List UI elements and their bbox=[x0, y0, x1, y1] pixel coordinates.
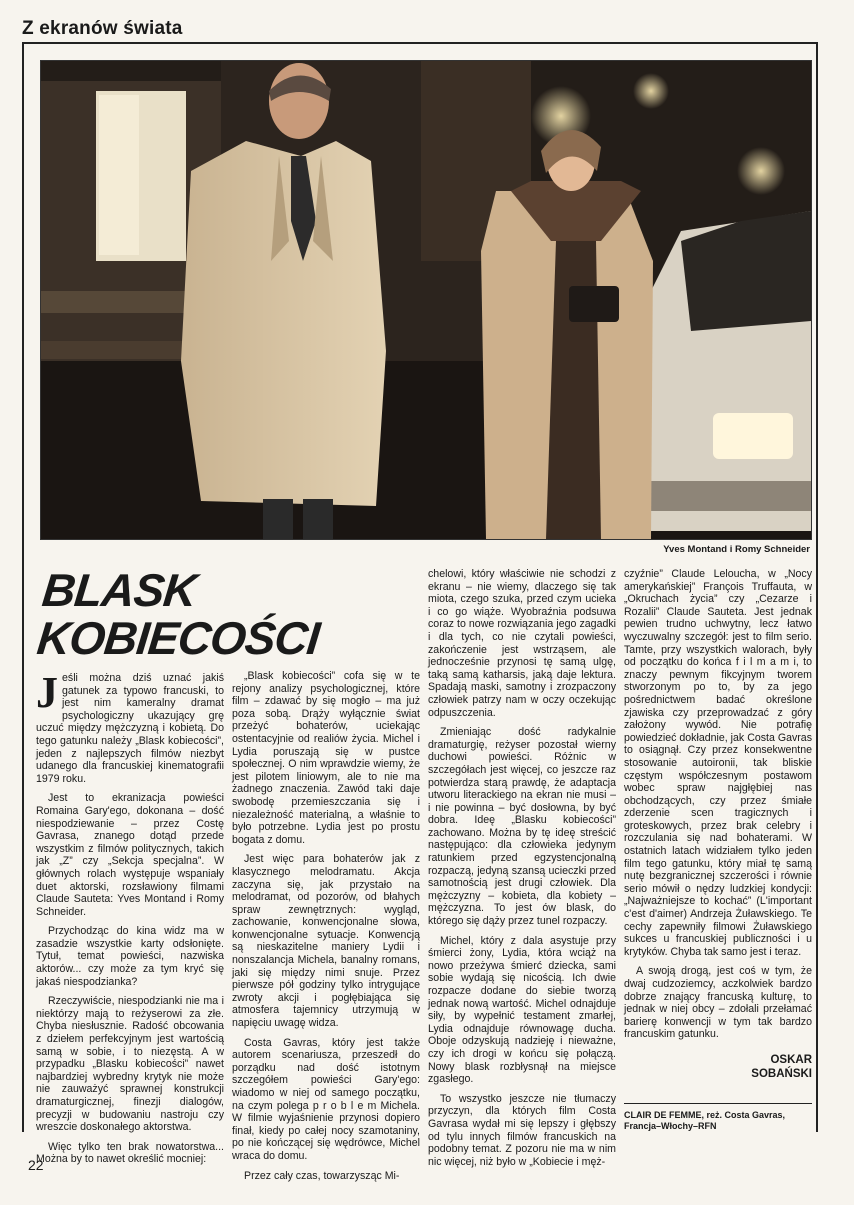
frame-right-rule bbox=[816, 42, 818, 1132]
author-last-name: SOBAŃSKI bbox=[751, 1067, 812, 1080]
article-headline bbox=[34, 564, 322, 664]
film-still-illustration bbox=[41, 61, 811, 539]
paragraph: Jest to ekranizacja powieści Romaina Gary'ego, dokonana – dość niespodziewanie – przez Costę Gavrasa, znanego dotąd przede wszystkim z filmów politycznych, takich jak „Z” czy „Sekcja specjalna”. W głównych rolach występuje wspaniały duet aktorski, rozsławiony filmami Claude Sauteta: Yves Montand i Romy Schneider. bbox=[36, 792, 224, 918]
paragraph: Przez cały czas, towarzysząc Mi- bbox=[244, 1169, 400, 1182]
paragraph: chelowi, który właściwie nie schodzi z ekranu – nie wiemy, dlaczego się tak miota, czego szuka, przed czym ucieka i co go wiąże. Wyobraźnia podsuwa coraz to nowe rozwiązania jego zagadki i dla tych, co nie czytali powieści, zakończenie jest wstrząsem, ale jednocześnie przynosi tę samą ulgę, taką samą katharsis, jaką daje lektura. Spadają maski, samotny i zrozpaczony człowiek patrzy nam w oczy oczekując odpuszczenia. bbox=[428, 568, 616, 719]
article-column-4 bbox=[624, 568, 812, 1133]
paragraph: Zmieniając dość radykalnie dramaturgię, reżyser pozostał wierny duchowi powieści. Różnic w szczegółach jest więcej, co jeszcze raz potwierdza starą prawdę, że adaptacja utworu literackiego na ekran nie musi – i nie powinna – być dosłowna, by być dobra. Ideę „Blasku kobiecości” zachowano. Można by tę ideę streścić następująco: dla człowieka jedynym ratunkiem przed egzystencjonalną rozpaczą, jedyną szansą ucieczki przed samotnością jest drugi człowiek. Dla mężczyzny – kobieta, dla kobiety – mężczyzna. To jest ów blask, do którego się dąży przez tunel rozpaczy. bbox=[428, 726, 616, 928]
header-rule bbox=[22, 42, 818, 44]
section-header: Z ekranów świata bbox=[22, 18, 183, 39]
author-first-name: OSKAR bbox=[770, 1053, 812, 1066]
drop-cap: J bbox=[36, 668, 58, 717]
paragraph bbox=[36, 668, 224, 785]
headline-line-1: BLASK bbox=[39, 564, 199, 616]
paragraph: To wszystko jeszcze nie tłumaczy przyczyn, dla których film Costa Gavrasa wydał mi się lepszy i głębszy od tylu innych filmów francuskich na podobny temat. Z pozoru nie ma w nim nic więcej, niż było w „Kobiecie i męż- bbox=[428, 1092, 616, 1168]
paragraph: Przychodząc do kina widz ma w zasadzie wszystkie karty odsłonięte. Tytuł, temat powieści, nazwiska aktorów... czy może za tym kryć się jakaś niespodzianka? bbox=[36, 925, 224, 988]
credits-rule bbox=[624, 1103, 812, 1104]
page-number: 22 bbox=[28, 1157, 44, 1173]
film-still-photo bbox=[40, 60, 812, 540]
paragraph: czyźnie” Claude Leloucha, w „Nocy amerykańskiej” François Truffauta, w „Okruchach życia” czy „Cezarze i Rozalii” Claude Sauteta. Jest jednak pewien trudno uchwytny, lecz łatwo wyczuwalny szczegół: jest to film serio. Tamte, przy wszystkich walorach, były od początku do końca f i l m a m i, to znaczy pewnym fikcyjnym tworem stworzonym po to, by za jego pośrednictwem badać określone zjawiska czy przeprowadzać z góry założony wywód. Nie potrafię powiedzieć dokładnie, jak Costa Gavras to osiągnął. Czy przez konsekwentne stosowanie autoironii, tak bliskie częstym współczesnym postawom wobec spraw najgłębiej nas obchodzących, czy przez śmiałe zderzenie scen tragicznych i groteskowych, przez brak celebry i rozczulania się nad bohaterami. W ostatnich latach widziałem tylko jeden film tego gatunku, który miał tę samą nutę bezgranicznej szczerości i równie serio mówił o nędzy ludzkiej kondycji: „Najważniejsze to kochać” (L'important c'est d'aimer) Andrzeja Żuławskiego. Te cechy zapewniły filmowi Żuławskiego sukces u francuskiej publiczności i u krytyków. Chyba tak samo jest i teraz. bbox=[624, 568, 812, 958]
frame-left-rule bbox=[22, 42, 24, 1132]
paragraph: Rzeczywiście, niespodzianki nie ma i niektórzy mają to reżyserowi za złe. Chyba niesłusznie. Radość obcowania z dziełem perfekcyjnym jest wartością samą w sobie, i to niezęstą. A w przypadku „Blasku kobiecości” nawet najbardziej wybredny krytyk nie może nie zauważyć sprawnej konstrukcji dramaturgicznej, finezji dialogów, precyzji w budowaniu nastroju czy wreszcie doskonałego aktorstwa. bbox=[36, 995, 224, 1134]
author-byline bbox=[624, 1053, 812, 1081]
paragraph: Costa Gavras, który jest także autorem scenariusza, przeszedł do porządku nad dość istotnym szczegółem powieści Gary'ego: wiadomo w niej od samego początku, na czym polega p r o b l e m Michela. W filmie wyjaśnienie przynosi dopiero finał, kiedy po całej nocy szamotaniny, po nie kończącej się wędrówce, Michel wraca do domu. bbox=[232, 1036, 420, 1162]
photo-caption: Yves Montand i Romy Schneider bbox=[663, 544, 810, 555]
paragraph: Michel, który z dala asystuje przy śmierci żony, Lydia, która wciąż na nowo przeżywa śmierć dziecka, sami sobie wydają się nicością. Ich dwie rozpacze dodane do siebie tworzą jednak nową wartość. Michel odnajduje siły, by wypełnić testament zmarłej, Lydia odnajduje równowagę ducha. Oboje odzyskują nadzieję i nieważne, czy ich drogi w końcu się połączą. Nowy blask rozbłysnął na miejsce zgasłego. bbox=[428, 934, 616, 1086]
paragraph: A swoją drogą, jest coś w tym, że dwaj cudzoziemcy, aczkolwiek bardzo dobrze znający francuską kulturę, to jednak w niej obcy – zdołali przełamać barierę konwencji w tym tak bardzo francuskim gatunku. bbox=[624, 965, 812, 1041]
article-column-2 bbox=[232, 670, 420, 1189]
article-column-1 bbox=[36, 668, 224, 1173]
paragraph-text: eśli można dziś uznać jakiś gatunek za typowo francuski, to jest nim kameralny dramat psychologiczny ukazujący grę uczuć między mężczyzną i kobietą. Do tego gatunku należy „Blask kobiecości”, jeden z najlepszych filmów niezbyt udanego dla francuskiej kinematografii 1979 roku. bbox=[36, 672, 224, 785]
paragraph: Jest więc para bohaterów jak z klasycznego melodramatu. Akcja zaczyna się, jak przystało na melodramat, od pozorów, od błahych spraw zewnętrznych: wygląd, zachowanie, konwencjonalne słowa, konwencjonalne sytuacje. Konwencją są nieskazitelne maniery Lydii i nonszalancja Michela, banalny romans, jaki się między nimi snuje. Przez pierwsze pół godziny tylko intrygujące zwroty akcji i pogłębiająca się atmosfera tajemnicy utrzymują w napięciu uwagę widza. bbox=[232, 853, 420, 1030]
headline-line-2: KOBIECOŚCI bbox=[34, 612, 322, 664]
paragraph: Więc tylko ten brak nowatorstwa... Można by to nawet określić mocniej: bbox=[36, 1140, 224, 1166]
article-column-3 bbox=[428, 568, 616, 1175]
film-credits: CLAIR DE FEMME, reż. Costa Gavras, Francja–Włochy–RFN bbox=[624, 1109, 786, 1132]
paragraph: „Blask kobiecości” cofa się w te rejony analizy psychologicznej, które film – zdawać by się mogło – ma już poza sobą. Drąży wyłącznie świat przeżyć bohaterów, uciekając ostentacyjnie od realiów życia. Michel i Lydia poruszają się w pustce społecznej. O nim wprawdzie wiemy, że jest pilotem liniowym, ale to nie ma żadnego znaczenia. Zawód taki daje swobodę przemieszczania się i niezależność materialną, a właśnie to było potrzebne. Lydia jest po prostu bogata z domu. bbox=[232, 670, 420, 846]
